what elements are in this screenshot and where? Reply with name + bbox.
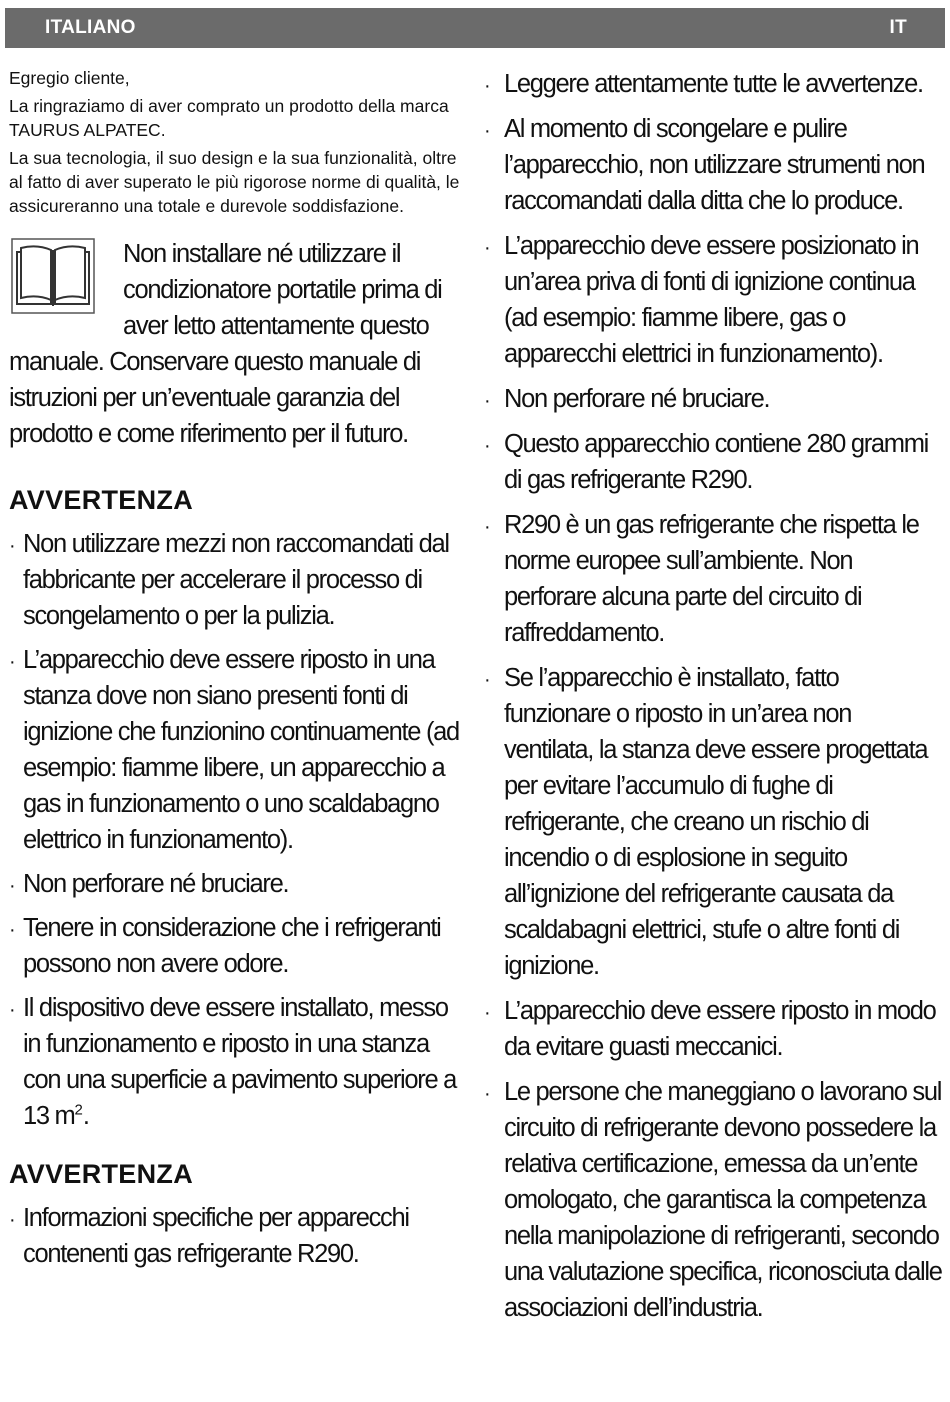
list-item: · Leggere attentamente tutte le avvertenze. bbox=[484, 66, 946, 102]
manual-notice: Non installare né utilizzare il condizionatore portatile prima di aver letto attentamente questo manuale. Conservare questo manuale di istruzioni per un’eventuale garanzia del prodotto e come riferimento per il futuro. bbox=[9, 240, 442, 448]
warning-list-right bbox=[484, 66, 946, 1326]
warning-list-2 bbox=[9, 1200, 461, 1272]
list-item: · Tenere in considerazione che i refrigeranti possono non avere odore. bbox=[9, 910, 461, 982]
intro-paragraph-1: La ringraziamo di aver comprato un prodotto della marca TAURUS ALPATEC. bbox=[9, 96, 449, 140]
page-header bbox=[5, 8, 945, 48]
open-book-icon bbox=[11, 238, 95, 314]
left-column bbox=[9, 66, 461, 1280]
area-warning-exponent: 2 bbox=[74, 1101, 83, 1119]
manual-notice-block bbox=[9, 236, 461, 452]
list-item bbox=[9, 990, 461, 1134]
list-item: · L’apparecchio deve essere riposto in una stanza dove non siano presenti fonti di ignizione che funzionino continuamente (ad esempio: fiamme libere, un apparecchio a gas in funzionamento o uno scaldabagno elettrico in funzionamento). bbox=[9, 642, 461, 858]
warning-list-1 bbox=[9, 526, 461, 1134]
warning-heading-1: AVVERTENZA bbox=[9, 485, 194, 515]
list-item: · L’apparecchio deve essere riposto in modo da evitare guasti meccanici. bbox=[484, 993, 946, 1065]
area-warning-text: Il dispositivo deve essere installato, messo in funzionamento e riposto in una stanza con una superficie a pavimento superiore a 13 m bbox=[23, 994, 457, 1130]
list-item: · L’apparecchio deve essere posizionato in un’area priva di fonti di ignizione continua (ad esempio: fiamme libere, gas o apparecchi elettrici in funzionamento). bbox=[484, 228, 946, 372]
warning-heading-2: AVVERTENZA bbox=[9, 1159, 194, 1189]
language-code: IT bbox=[889, 17, 907, 38]
list-item: · Non utilizzare mezzi non raccomandati dal fabbricante per accelerare il processo di scongelamento o per la pulizia. bbox=[9, 526, 461, 634]
list-item: · Non perforare né bruciare. bbox=[9, 866, 461, 902]
language-label: ITALIANO bbox=[45, 17, 136, 38]
list-item: · Al momento di scongelare e pulire l’apparecchio, non utilizzare strumenti non raccomandati dalla ditta che lo produce. bbox=[484, 111, 946, 219]
list-item: · Informazioni specifiche per apparecchi contenenti gas refrigerante R290. bbox=[9, 1200, 461, 1272]
list-item: · Le persone che maneggiano o lavorano sul circuito di refrigerante devono possedere la relativa certificazione, emessa da un’ente omologato, che garantisca la competenza nella manipolazione di refrigeranti, secondo una valutazione specifica, riconosciuta dalle associazioni dell’industria. bbox=[484, 1074, 946, 1326]
right-column bbox=[484, 66, 946, 1335]
list-item: · Se l’apparecchio è installato, fatto funzionare o riposto in un’area non ventilata, la stanza deve essere progettata per evitare l’accumulo di fughe di refrigerante, che creano un rischio di incendio o di esplosione in seguito all’ignizione del refrigerante causata da scaldabagni elettrici, stufe o altre fonti di ignizione. bbox=[484, 660, 946, 984]
list-item: · R290 è un gas refrigerante che rispetta le norme europee sull’ambiente. Non perforare alcuna parte del circuito di raffreddamento. bbox=[484, 507, 946, 651]
intro-paragraph-2: La sua tecnologia, il suo design e la sua funzionalità, oltre al fatto di aver superato le più rigorose norme di qualità, le assicureranno una totale e durevole soddisfazione. bbox=[9, 148, 460, 216]
list-item: · Non perforare né bruciare. bbox=[484, 381, 946, 417]
greeting: Egregio cliente, bbox=[9, 68, 130, 88]
list-item: · Questo apparecchio contiene 280 grammi di gas refrigerante R290. bbox=[484, 426, 946, 498]
area-warning-end: . bbox=[82, 1102, 89, 1130]
